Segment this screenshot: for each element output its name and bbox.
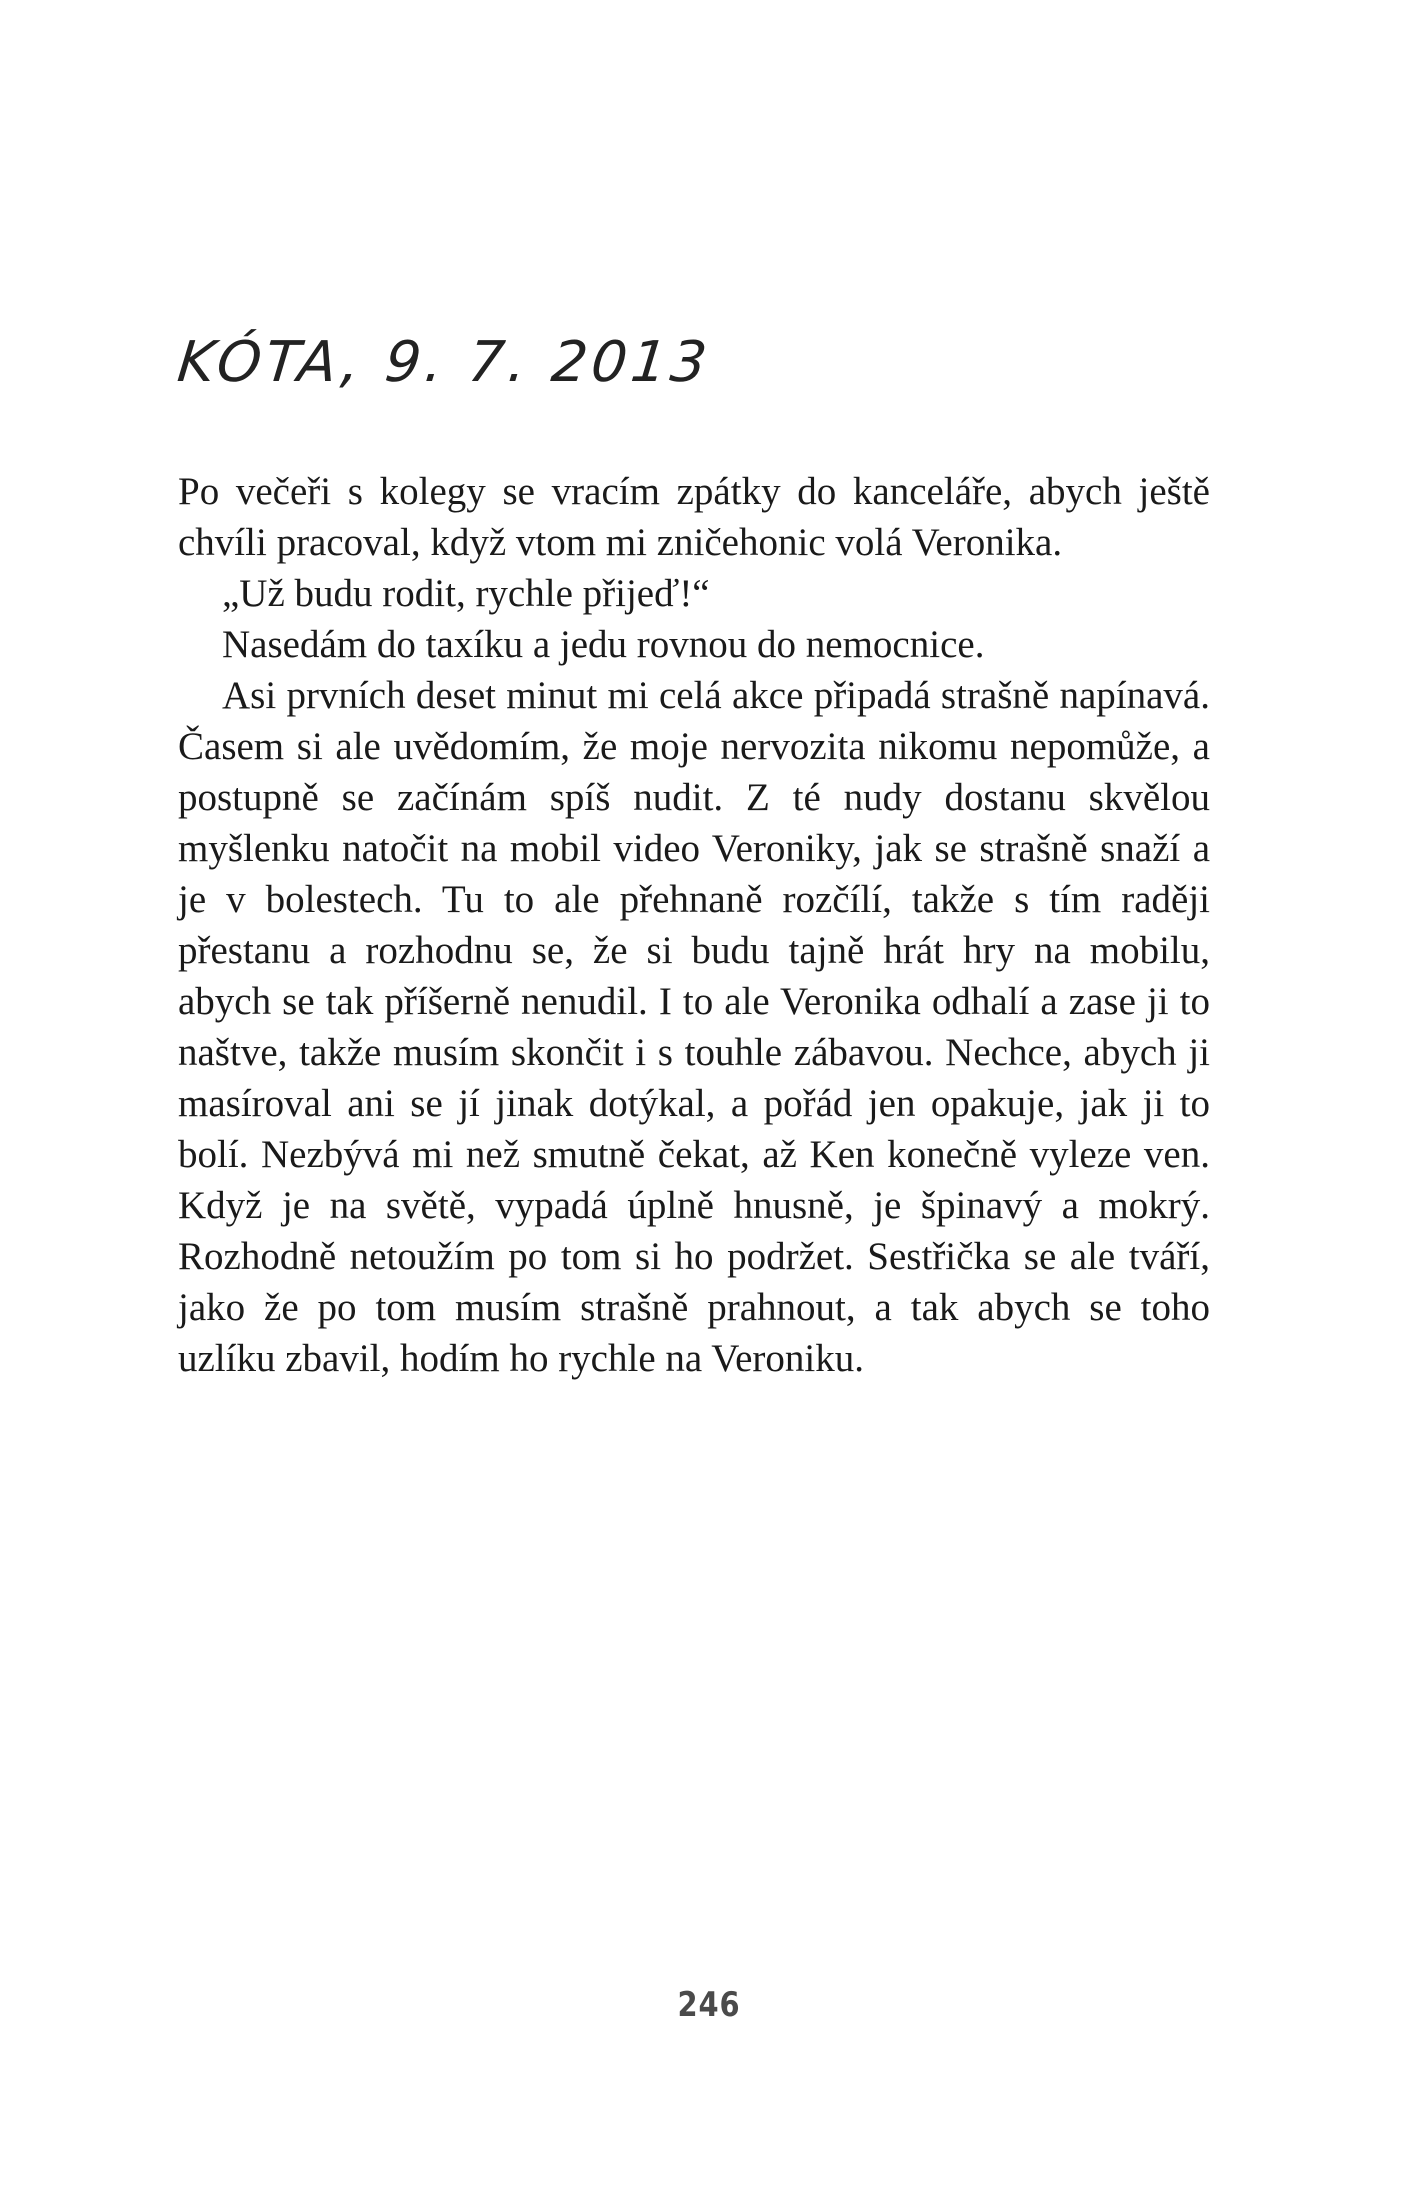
paragraph-4: Asi prvních deset minut mi celá akce připadá strašně napínavá. Časem si ale uvědomím, že moje nervozita nikomu nepomůže, a postupně se začínám spíš nudit. Z té nudy dostanu skvělou myšlenku natočit na mobil video Veroniky, jak se strašně snaží a je v bolestech. Tu to ale přehnaně rozčílí, takže s tím raději přestanu a rozhodnu se, že si budu tajně hrát hry na mobilu, abych se tak příšerně nenudil. I to ale Veronika odhalí a zase ji to naštve, takže musím skončit i s touhle zábavou. Nechce, abych ji masíroval ani se jí jinak dotýkal, a pořád jen opakuje, jak ji to bolí. Nezbývá mi než smutně čekat, až Ken konečně vyleze ven. Když je na světě, vypadá úplně hnusně, je špinavý a mokrý. Rozhodně netoužím po tom si ho podržet. Sestřička se ale tváří, jako že po tom musím strašně prahnout, a tak abych se toho uzlíku zbavil, hodím ho rychle na Veroniku. xyxy=(178,674,1210,1380)
paragraph-3: Nasedám do taxíku a jedu rovnou do nemocnice. xyxy=(222,623,985,666)
paragraph-2: „Už budu rodit, rychle přijeď!“ xyxy=(222,572,710,615)
paragraph-1: Po večeři s kolegy se vracím zpátky do kanceláře, abych ještě chvíli pracoval, když vtom mi zničehonic volá Veronika. xyxy=(178,470,1210,564)
body-text xyxy=(178,466,1210,1384)
chapter-heading: KÓTA, 9. 7. 2013 xyxy=(174,330,714,395)
page-number: 246 xyxy=(677,1985,741,2025)
